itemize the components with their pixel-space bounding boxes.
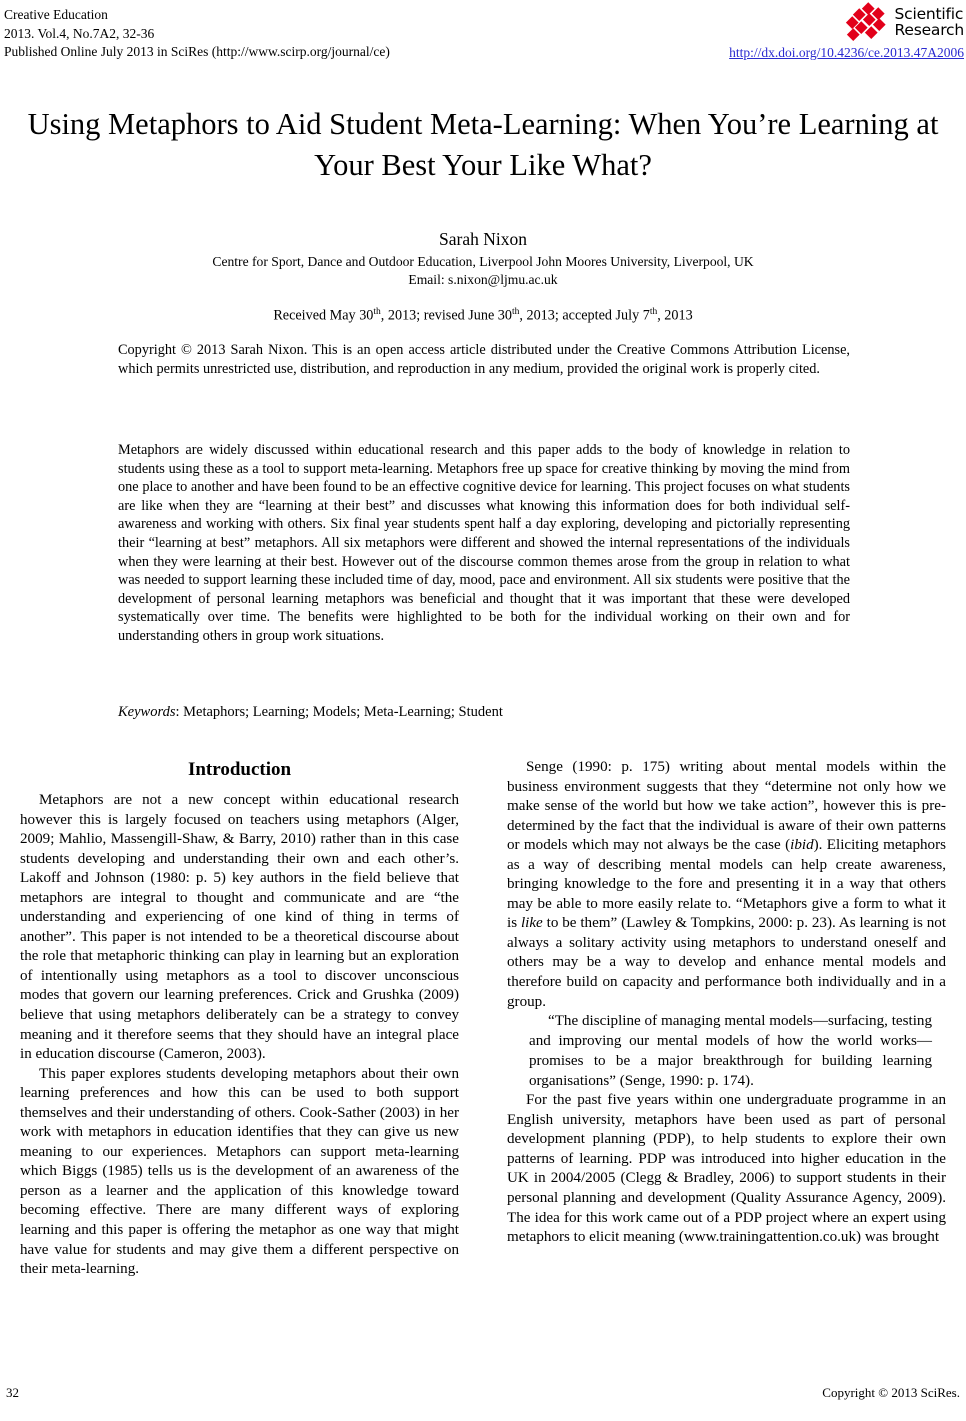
keywords-line: [118, 703, 850, 722]
paragraph-italic-ibid: ibid: [790, 837, 814, 854]
diamond-cluster-icon: [848, 4, 890, 40]
date-revised-ordinal: th: [512, 307, 520, 317]
publisher-name-line1: Scientific: [894, 4, 964, 23]
keywords-label: Keywords: [118, 704, 176, 720]
journal-published-line: Published Online July 2013 in SciRes (http://www.scirp.org/journal/ce): [4, 44, 390, 59]
paragraph: [507, 758, 946, 1012]
journal-info: [4, 6, 390, 62]
publisher-name: [895, 6, 965, 39]
submission-dates: [24, 303, 942, 326]
section-heading-introduction: Introduction: [187, 759, 292, 780]
page-title: Using Metaphors to Aid Student Meta-Learning: When You’re Learning at Your Best Your Like What?: [27, 107, 939, 182]
author-block: [24, 228, 942, 289]
keywords-list: Metaphors; Learning; Models; Meta-Learning; Student: [183, 704, 503, 720]
body-column-right: [507, 758, 946, 1248]
abstract-text: Metaphors are widely discussed within educational research and this paper adds to the body of knowledge in relation to students using these as a tool to support meta-learning. Metaphors free up space for creative thinking by moving the mind from one place to another and have been found to be an effective cognitive device for learning. This project focuses on what students are like when they are “learning at their best” and discusses what knowing this information does for both individual self-awareness and working with others. Six final year students spent half a day exploring, developing and pictorially representing their “learning at best” metaphors. All six metaphors were different and showed the internal representations of the individuals when they were learning at their best. However out of the discourse common themes arose from the group in relation to what was needed to support learning these included time of day, mood, pace and environment. All six students were positive that the development of personal learning metaphors was beneficial and thought that it was important that these were developed systematically over time. The benefits were highlighted to be both for the individual working on their own and for understanding others in group work situations.: [118, 442, 850, 644]
date-received-label: Received May 30: [273, 307, 374, 324]
block-quote: “The discipline of managing mental models—surfacing, testing and improving our mental models of how the world works—promises to be a major breakthrough for building learning organisations” (Senge, 1990: p. 174).: [529, 1013, 932, 1089]
author-affiliation: Centre for Sport, Dance and Outdoor Education, Liverpool John Moores University, Liverpool, UK: [212, 254, 754, 269]
author-name: Sarah Nixon: [439, 229, 527, 249]
body-column-left: [20, 758, 459, 1280]
date-accepted-rest: , 2013: [657, 307, 693, 324]
paragraph-segment: ). Eliciting metaphors as a way of describing mental models can help create awareness, bringing knowledge to the fore and presenting it in a way that others may be able to more easily relate to. “Metaphors give a form to what it is: [507, 837, 946, 932]
paragraph: Metaphors are not a new concept within educational research however this is largely focused on teachers using metaphors (Alger, 2009; Mahlio, Massengill-Shaw, & Barry, 2010) rather than in this case students developing and understanding their own and each other’s. Lakoff and Johnson (1980: p. 5) key authors in the field believe that metaphors are integral to thought and communicate and are “the understanding and experiencing of one kind of thing in terms of another”. This paper is not intended to be a theoretical discourse about the role that metaphoric thinking can play in learning but an exploration of intentionally using metaphors as a tool to discover unconscious modes that govern our learning preferences. Crick and Grushka (2009) believe that using metaphors deliberately can be a strategy to convey meaning and it therefore seems that they should have an integral place in education discourse (Cameron, 2003).: [20, 792, 459, 1063]
running-head: [0, 4, 966, 66]
journal-issue: 2013. Vol.4, No.7A2, 32-36: [4, 25, 155, 41]
publisher-name-line2: Research: [894, 21, 964, 39]
author-email: Email: s.nixon@ljmu.ac.uk: [408, 272, 558, 287]
journal-name: Creative Education: [4, 7, 108, 22]
footer-copyright: Copyright © 2013 SciRes.: [822, 1385, 960, 1400]
doi-link[interactable]: http://dx.doi.org/10.4236/ce.2013.47A2006: [729, 45, 964, 60]
publisher-logo: [848, 4, 965, 40]
keywords-separator: :: [175, 704, 184, 720]
date-received-ordinal: th: [373, 307, 381, 317]
page-footer: [0, 1385, 966, 1403]
date-revised-rest: , 2013; accepted July 7: [519, 307, 650, 324]
paragraph-segment: Senge (1990: p. 175) writing about mental models within the business environment suggests that they “determine not only how we make sense of the world but how we take action”, however this is pre-determined by the fact that the individual is aware of their own patterns or models which may not always be the case (: [507, 759, 946, 854]
paragraph-segment: to be them” (Lawley & Tompkins, 2000: p. 23). As learning is not always a solitary activity using metaphors to understand oneself and others may be a way to develop and enhance mental models and therefore build on capacity and performance both individually and in a group.: [507, 915, 947, 1010]
date-accepted-ordinal: th: [649, 307, 658, 317]
date-received-rest: , 2013; revised June 30: [380, 307, 512, 324]
page-number: 32: [6, 1385, 19, 1400]
paragraph: For the past five years within one undergraduate programme in an English university, metaphors have been used as part of personal development planning (PDP), to help students to explore their own patterns of learning. PDP was introduced into higher education in the UK in 2004/2005 (Clegg & Bradley, 2006) to support students in their personal planning and development (Quality Assurance Agency, 2009). The idea for this work came out of a PDP project where an expert using metaphors to elicit meaning (www.trainingattention.co.uk) was brought: [507, 1092, 946, 1246]
paragraph: This paper explores students developing metaphors about their own learning preferences and how this can be used to both support themselves and their understanding of others. Cook-Sather (2003) in her work with metaphors in education identifies that they can give us new meaning to our experiences. Metaphors can support meta-learning which Biggs (1985) tells us is the development of an awareness of the person as a learner and the application of this knowledge toward becoming effective. There are many different ways of exploring learning and this paper is offering the metaphor as one way that might have value for students and may give them a different perspective on their meta-learning.: [20, 1065, 459, 1278]
paragraph-italic-like: like: [520, 915, 543, 932]
copyright-notice: Copyright © 2013 Sarah Nixon. This is an open access article distributed under the Creative Commons Attribution License, which permits unrestricted use, distribution, and reproduction in any medium, provided the original work is properly cited.: [118, 342, 850, 377]
